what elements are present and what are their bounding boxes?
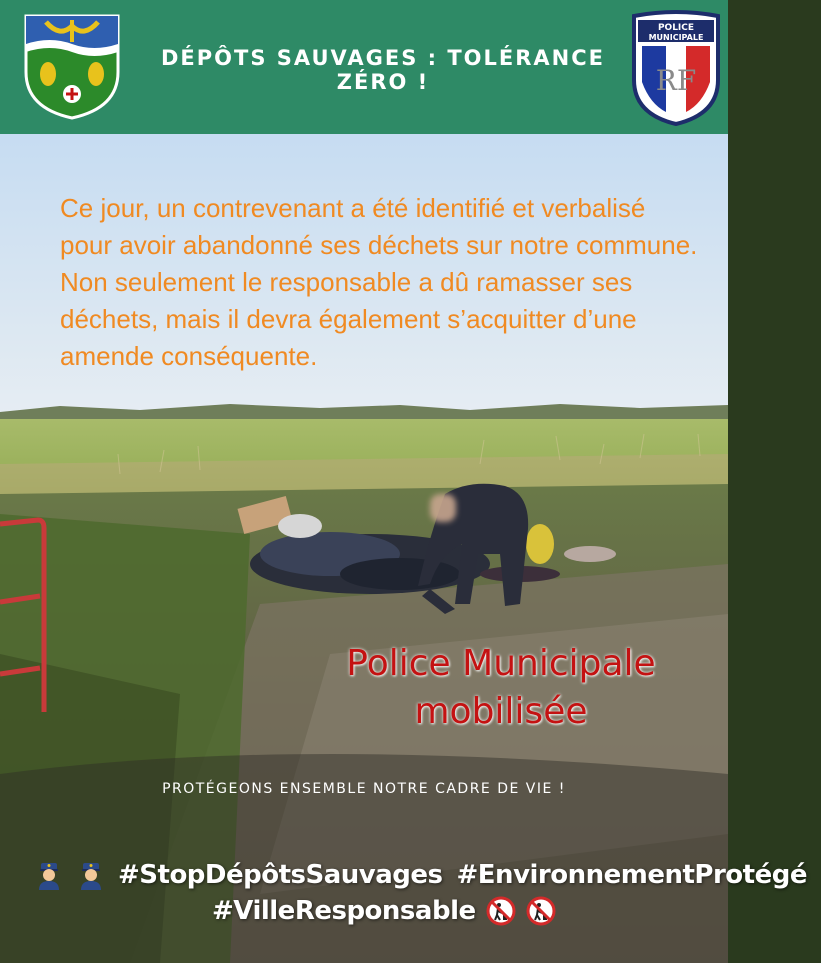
badge-initials: RF — [655, 64, 697, 97]
police-heading-line1: Police Municipale — [346, 643, 656, 684]
hashtag-stop-depots: #StopDépôtsSauvages — [118, 860, 443, 890]
main-paragraph-1: Ce jour, un contrevenant a été identifié et verbalisé pour avoir abandonné ses déchets sur notre commune. — [60, 193, 698, 260]
police-heading — [296, 640, 706, 736]
police-municipale-badge — [628, 10, 724, 128]
header-bar — [0, 0, 728, 134]
header-title: DÉPÔTS SAUVAGES : TOLÉRANCE ZÉRO ! — [160, 46, 606, 94]
slogan: PROTÉGEONS ENSEMBLE NOTRE CADRE DE VIE ! — [162, 781, 566, 797]
no-littering-icon — [486, 896, 516, 926]
no-littering-icon — [526, 896, 556, 926]
hashtag-ville-responsable: #VilleResponsable — [212, 896, 476, 926]
main-message — [60, 190, 700, 375]
badge-line1: POLICE — [657, 23, 695, 33]
police-heading-line2: mobilisée — [414, 691, 588, 732]
coat-of-arms-icon — [22, 12, 122, 122]
blurred-face — [430, 494, 456, 522]
main-paragraph-2: Non seulement le responsable a dû ramasser ses déchets, mais il devra également s’acquitter d’une amende conséquente. — [60, 267, 637, 371]
hashtag-line-1 — [34, 860, 821, 890]
badge-line2: MUNICIPALE — [648, 33, 704, 42]
hashtag-line-2 — [212, 896, 556, 926]
police-officer-icon — [34, 860, 64, 890]
police-officer-icon — [76, 860, 106, 890]
hashtag-environnement: #EnvironnementProtégé — [456, 860, 807, 890]
